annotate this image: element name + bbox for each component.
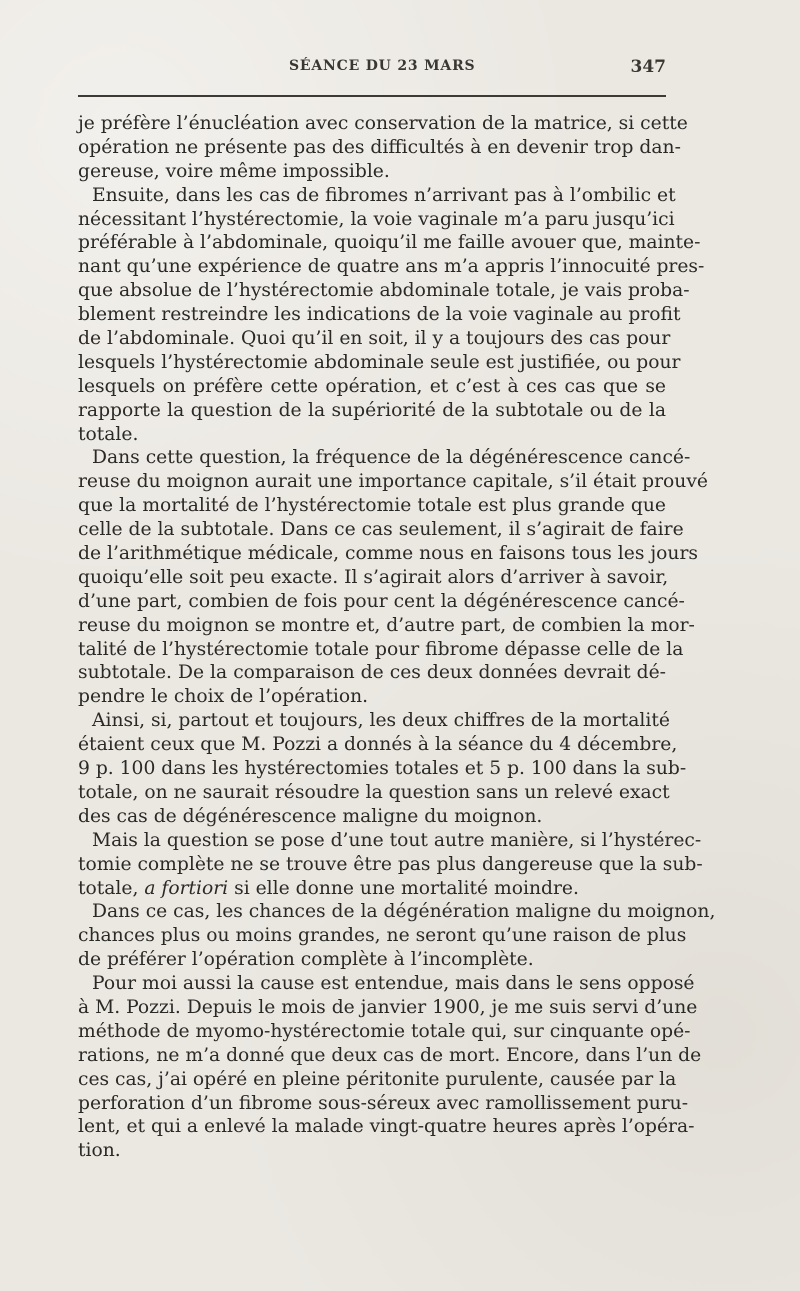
text-line-with-italic [78, 877, 666, 901]
page-number: 347 [630, 57, 666, 77]
text-line: totale. [78, 423, 139, 445]
text-line: étaient ceux que M. Pozzi a donnés à la séance du 4 décembre, [78, 734, 678, 756]
text-line: tion. [78, 1140, 121, 1162]
text-line: de l’abdominale. Quoi qu’il en soit, il y a toujours des cas pour [78, 328, 671, 350]
text-line: reuse du moignon aurait une importance capitale, s’il était prouvé [78, 471, 708, 493]
text-line: méthode de myomo-hystérectomie totale qui, sur cinquante opé- [78, 1020, 691, 1042]
paragraph [78, 900, 716, 972]
italic-phrase: a fortiori [144, 877, 229, 899]
text-line: Dans cette question, la fréquence de la dégénérescence cancé- [92, 447, 691, 469]
text-line: Pour moi aussi la cause est entendue, mais dans le sens opposé [92, 973, 695, 995]
text-line: pendre le choix de l’opération. [78, 686, 369, 708]
paragraph [78, 446, 708, 709]
text-line: lesquels l’hystérectomie abdominale seule est justifiée, ou pour [78, 351, 681, 373]
text-line: tomie complète ne se trouve être pas plus dangereuse que la sub- [78, 853, 703, 875]
text-line: opération ne présente pas des difficultés à en devenir trop dan- [78, 136, 681, 158]
paragraph [78, 829, 703, 901]
paragraph [78, 112, 688, 184]
text-line: ces cas, j’ai opéré en pleine péritonite purulente, causée par la [78, 1068, 677, 1090]
text-line: de l’arithmétique médicale, comme nous en faisons tous les jours [78, 543, 698, 565]
header-title: SÉANCE DU 23 MARS [289, 58, 476, 74]
text-line: blement restreindre les indications de la voie vaginale au profit [78, 304, 681, 326]
text-line: lent, et qui a enlevé la malade vingt-quatre heures après l’opéra- [78, 1116, 695, 1138]
text-line: nant qu’une expérience de quatre ans m’a appris l’innocuité pres- [78, 256, 705, 278]
text-line: chances plus ou moins grandes, ne seront qu’une raison de plus [78, 925, 687, 947]
text-line: que la mortalité de l’hystérectomie totale est plus grande que [78, 495, 666, 517]
text-line: gereuse, voire même impossible. [78, 160, 390, 182]
text-segment: si elle donne une mortalité moindre. [228, 877, 579, 899]
text-line: nécessitant l’hystérectomie, la voie vaginale m’a paru jusqu’ici [78, 208, 675, 230]
text-line: 9 p. 100 dans les hystérectomies totales et 5 p. 100 dans la sub- [78, 758, 687, 780]
text-line: subtotale. De la comparaison de ces deux données devrait dé- [78, 662, 666, 684]
text-line: à M. Pozzi. Depuis le mois de janvier 1900, je me suis servi d’une [78, 996, 698, 1018]
text-line: préférable à l’abdominale, quoiqu’il me faille avouer que, mainte- [78, 232, 701, 254]
text-line: que absolue de l’hystérectomie abdominale totale, je vais proba- [78, 280, 690, 302]
text-line: Dans ce cas, les chances de la dégénération maligne du moignon, [92, 901, 716, 923]
text-line: je préfère l’énucléation avec conservation de la matrice, si cette [78, 113, 688, 134]
header-rule [78, 95, 666, 97]
text-line: Ainsi, si, partout et toujours, les deux chiffres de la mortalité [92, 710, 670, 732]
text-line: d’une part, combien de fois pour cent la dégénérescence cancé- [78, 590, 685, 612]
paragraph [78, 709, 687, 828]
text-line: Ensuite, dans les cas de fibromes n’arrivant pas à l’ombilic et [92, 184, 676, 206]
paragraph [78, 184, 705, 447]
text-line: celle de la subtotale. Dans ce cas seulement, il s’agirait de faire [78, 519, 684, 541]
text-line: talité de l’hystérectomie totale pour fibrome dépasse celle de la [78, 638, 684, 660]
text-line: rations, ne m’a donné que deux cas de mort. Encore, dans l’un de [78, 1044, 702, 1066]
text-line: lesquels on préfère cette opération, et c’est à ces cas que se [78, 375, 666, 397]
body-text [78, 112, 716, 1163]
text-line: quoiqu’elle soit peu exacte. Il s’agirait alors d’arriver à savoir, [78, 566, 669, 588]
text-line: Mais la question se pose d’une tout autre manière, si l’hystérec- [92, 829, 702, 851]
text-line: de préférer l’opération complète à l’incomplète. [78, 949, 534, 971]
text-line: reuse du moignon se montre et, d’autre part, de combien la mor- [78, 614, 695, 636]
text-segment: totale, [78, 877, 145, 899]
paragraph [78, 972, 702, 1163]
running-header [78, 58, 666, 82]
text-line: des cas de dégénérescence maligne du moignon. [78, 805, 543, 827]
text-line: perforation d’un fibrome sous-séreux avec ramollissement puru- [78, 1092, 689, 1114]
text-line: rapporte la question de la supériorité de la subtotale ou de la [78, 399, 666, 421]
text-line: totale, on ne saurait résoudre la question sans un relevé exact [78, 781, 670, 803]
